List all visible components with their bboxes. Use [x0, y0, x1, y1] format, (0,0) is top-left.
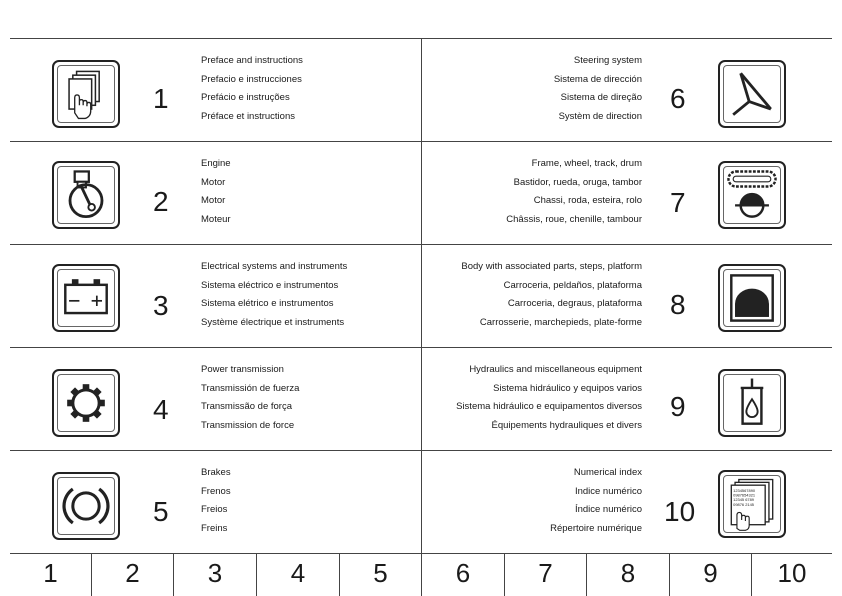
tab-5[interactable]: 5	[373, 558, 388, 588]
brake-icon	[52, 472, 120, 540]
section-number: 4	[153, 394, 169, 425]
section-number: 8	[670, 289, 686, 320]
tab-7[interactable]: 7	[538, 558, 553, 588]
index-line: 0987654321	[733, 492, 756, 498]
title-es: Sistema hidráulico y equipos varios	[493, 382, 642, 394]
tab-6[interactable]: 6	[455, 558, 471, 588]
title-en: Frame, wheel, track, drum	[531, 158, 642, 169]
section-5[interactable]	[10, 450, 421, 553]
document-hand-icon	[52, 60, 120, 128]
title-es: Transmissión de fuerza	[201, 382, 300, 394]
title-en: Steering system	[573, 55, 642, 66]
tab-9[interactable]: 9	[703, 558, 718, 588]
section-6[interactable]	[422, 38, 832, 141]
title-es: Sistema de dirección	[553, 73, 642, 85]
section-titles	[550, 464, 642, 538]
tab-3[interactable]: 3	[207, 558, 223, 588]
section-titles	[201, 258, 347, 332]
title-fr: Système électrique et instruments	[201, 316, 345, 328]
title-fr: Répertoire numérique	[550, 522, 642, 534]
title-es: Carroceria, peldaños, plataforma	[503, 279, 642, 291]
title-es: Sistema eléctrico e instrumentos	[201, 279, 339, 291]
title-fr: Systèm de direction	[558, 110, 642, 122]
title-fr: Transmission de force	[201, 419, 295, 431]
title-fr: Moteur	[201, 213, 231, 225]
title-en: Body with associated parts, steps, platform	[461, 261, 642, 272]
hydraulic-tank-icon	[718, 369, 786, 437]
title-pt: Índice numérico	[574, 504, 642, 515]
title-es: Indice numérico	[574, 485, 642, 497]
gear-icon	[52, 369, 120, 437]
title-en: Brakes	[201, 467, 231, 478]
tab-10[interactable]: 10	[777, 558, 807, 588]
index-line: 1234567890	[733, 487, 756, 493]
title-pt: Sistema de direção	[560, 92, 642, 103]
section-titles	[554, 52, 642, 126]
section-number: 7	[670, 187, 686, 218]
engine-icon	[52, 161, 120, 229]
section-number: 1	[153, 83, 169, 114]
tab-1[interactable]: 1	[43, 558, 58, 588]
section-8[interactable]	[422, 244, 832, 347]
title-en: Hydraulics and miscellaneous equipment	[469, 364, 642, 375]
tab-2[interactable]: 2	[125, 558, 140, 588]
section-4[interactable]	[10, 347, 421, 450]
title-pt: Freios	[201, 504, 228, 515]
title-pt: Prefácio e instruções	[201, 92, 290, 103]
title-en: Preface and instructions	[201, 55, 303, 66]
title-pt: Transmissão de força	[201, 401, 292, 412]
title-en: Power transmission	[201, 364, 284, 375]
title-es: Frenos	[201, 485, 231, 497]
title-fr: Châssis, roue, chenille, tambour	[506, 213, 642, 225]
index-line: 12345 6789	[733, 497, 754, 503]
title-pt: Sistema elétrico e instrumentos	[201, 298, 334, 309]
section-titles	[456, 361, 642, 435]
section-number: 9	[670, 391, 686, 422]
section-titles	[201, 155, 231, 229]
section-titles	[201, 52, 303, 126]
section-3[interactable]	[10, 244, 421, 347]
section-number: 3	[153, 290, 169, 321]
title-pt: Motor	[201, 195, 226, 206]
section-7[interactable]	[422, 141, 832, 244]
track-drum-icon	[718, 161, 786, 229]
numerical-index-icon	[718, 470, 786, 538]
title-pt: Sistema hidráulico e equipamentos diversos	[456, 401, 642, 412]
section-1[interactable]	[10, 38, 421, 141]
cab-body-icon	[718, 264, 786, 332]
index-line: 09876 2145	[733, 501, 754, 507]
title-en: Numerical index	[573, 467, 642, 478]
title-en: Electrical systems and instruments	[201, 261, 348, 272]
section-number: 5	[153, 496, 169, 527]
section-10[interactable]	[422, 450, 832, 553]
section-number: 2	[153, 186, 169, 217]
tab-4[interactable]: 4	[290, 558, 306, 588]
section-titles	[506, 155, 642, 229]
title-es: Motor	[201, 176, 226, 188]
section-2[interactable]	[10, 141, 421, 244]
section-number: 10	[664, 496, 696, 527]
title-pt: Carroceria, degraus, plataforma	[507, 298, 642, 309]
section-titles	[201, 361, 299, 435]
title-es: Bastidor, rueda, oruga, tambor	[513, 176, 642, 188]
title-es: Prefacio e instrucciones	[201, 73, 302, 85]
section-titles	[201, 464, 231, 538]
title-fr: Carrosserie, marchepieds, plate-forme	[479, 316, 642, 328]
title-en: Engine	[201, 158, 231, 169]
steering-icon	[718, 60, 786, 128]
title-fr: Freins	[201, 522, 228, 534]
title-fr: Équipements hydrauliques et divers	[491, 419, 642, 431]
section-9[interactable]	[422, 347, 832, 450]
section-titles	[461, 258, 642, 332]
tab-8[interactable]: 8	[620, 558, 636, 588]
battery-icon	[52, 264, 120, 332]
section-number: 6	[670, 83, 686, 114]
title-pt: Chassi, roda, esteira, rolo	[533, 195, 642, 206]
title-fr: Préface et instructions	[201, 110, 295, 122]
